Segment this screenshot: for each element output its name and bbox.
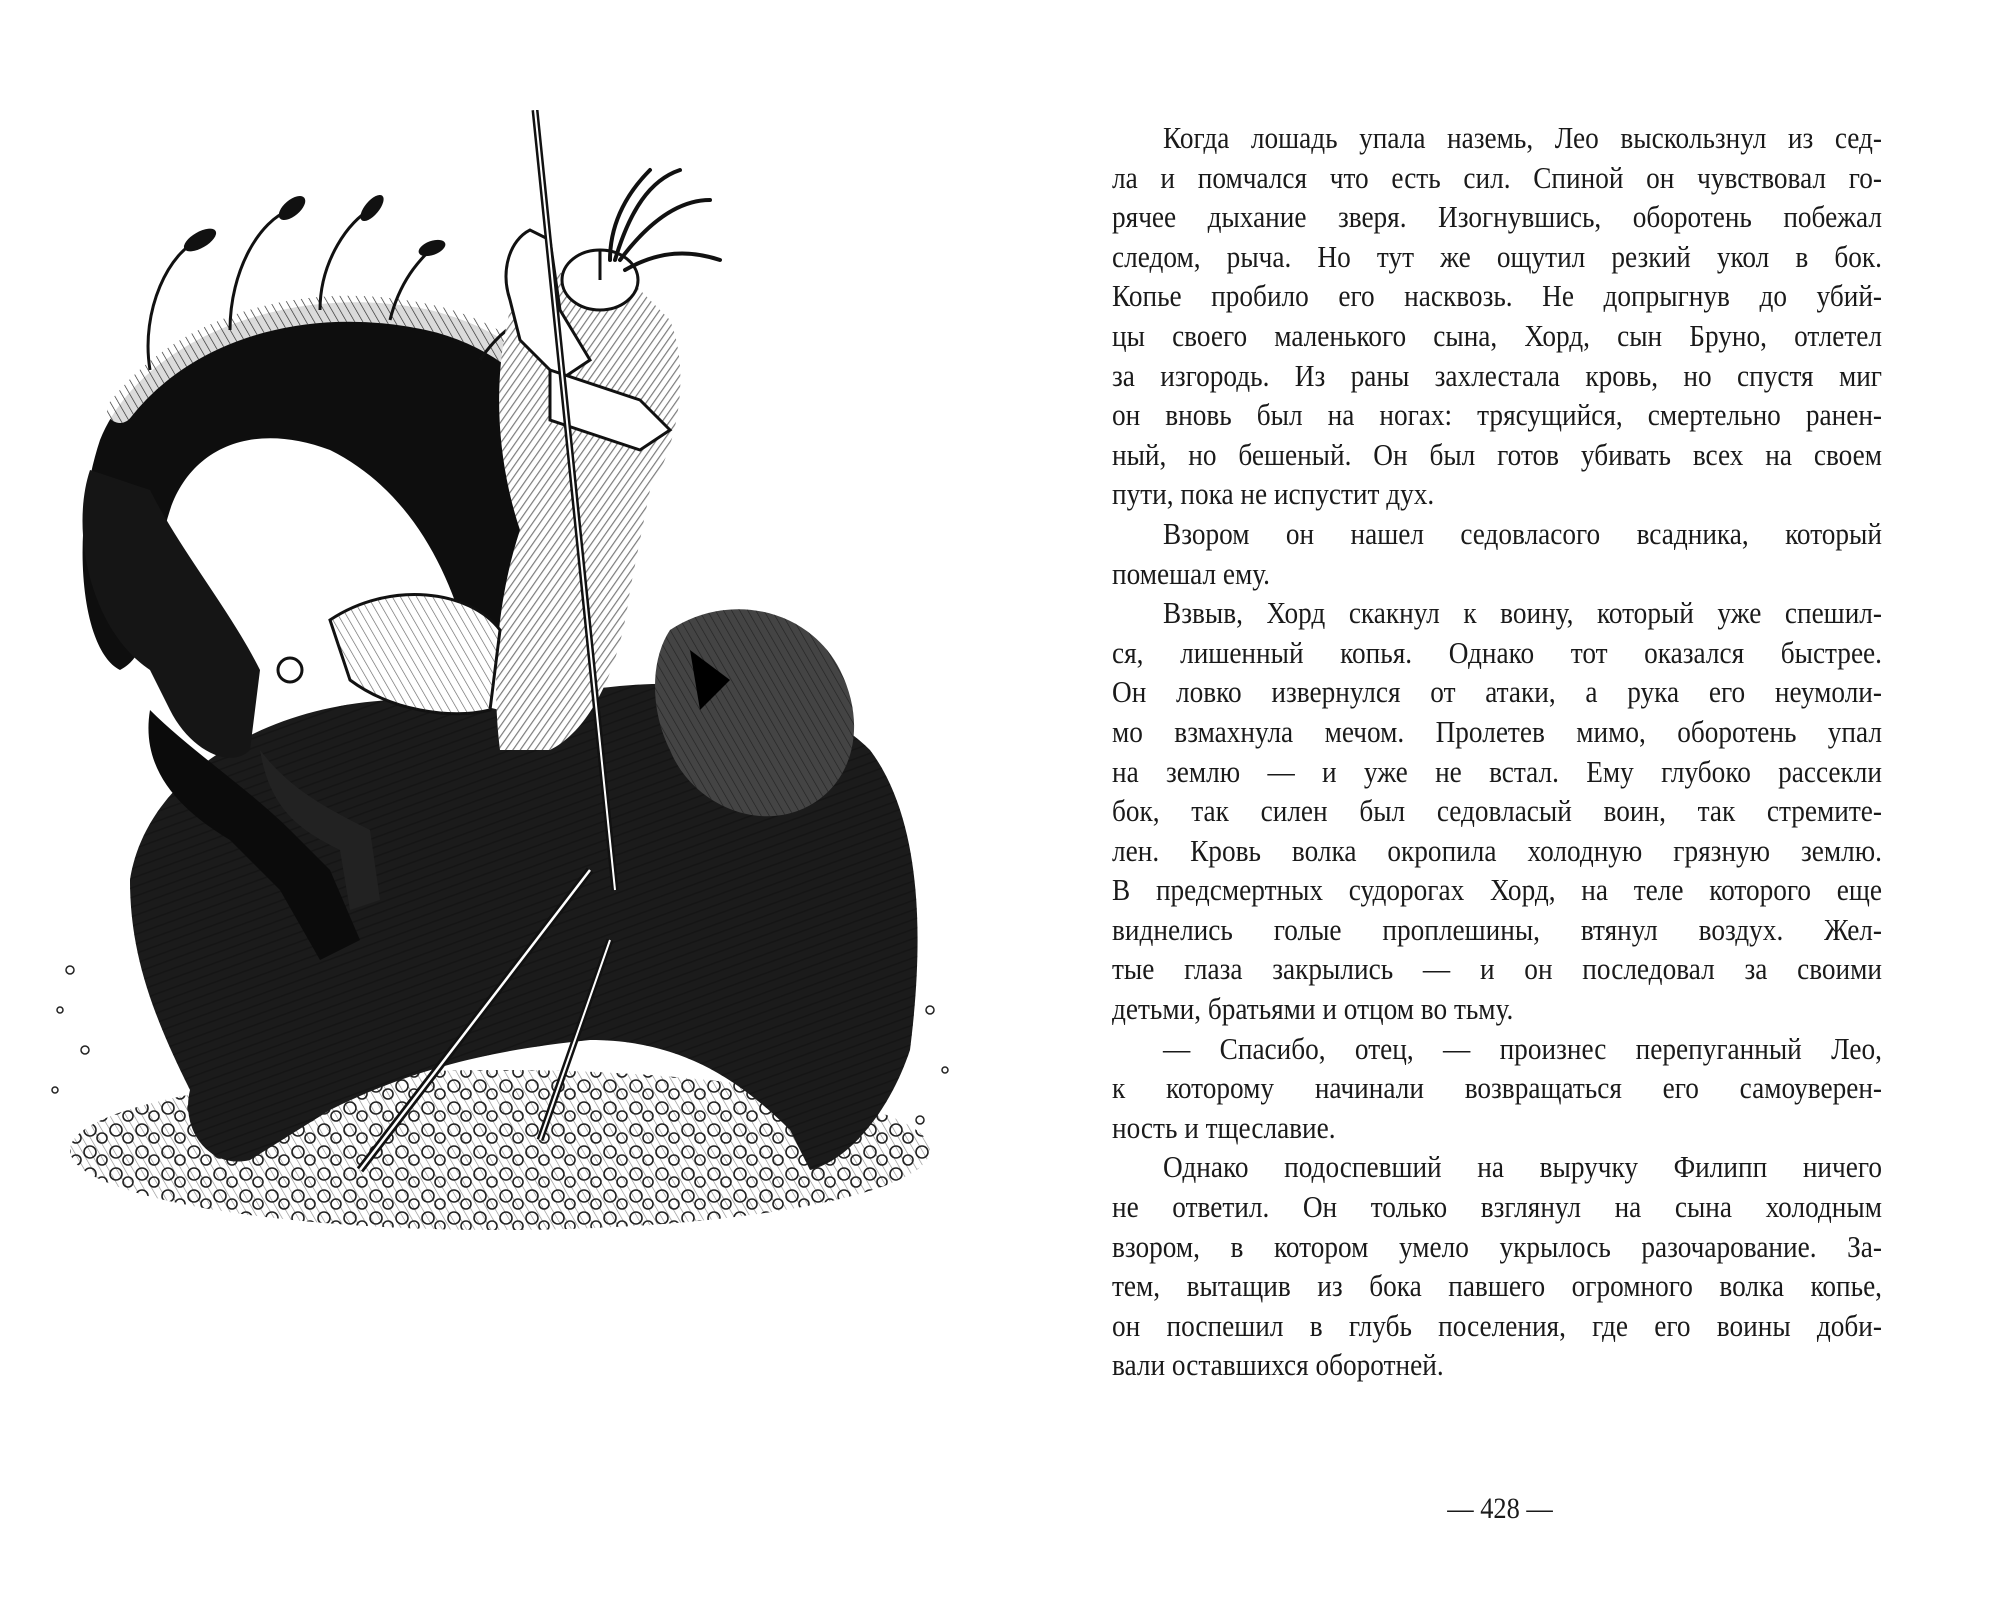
text-line: рячее дыхание зверя. Изогнувшись, оборотень побежал — [1112, 199, 1882, 235]
text-line: ность и тщеславие. — [1112, 1109, 1336, 1145]
text-line: Однако подоспевший на выручку Филипп ничего — [1163, 1149, 1882, 1185]
text-line: бок, так силен был седовласый воин, так стремите- — [1112, 793, 1882, 829]
text-line: Взвыв, Хорд скакнул к воину, который уже спешил- — [1163, 595, 1882, 631]
right-page — [1000, 0, 2000, 1600]
paragraph — [1112, 1029, 1882, 1148]
text-line: мо взмахнула мечом. Пролетев мимо, оборотень упал — [1112, 713, 1882, 749]
text-line: Копье пробило его насквозь. Не допрыгнув до убий- — [1112, 278, 1882, 314]
text-line: он вновь был на ногах: трясущийся, смертельно ранен- — [1112, 397, 1882, 433]
text-line: цы своего маленького сына, Хорд, сын Бруно, отлетел — [1112, 317, 1882, 353]
engraving-image — [30, 110, 980, 1240]
text-line: он поспешил в глубь поселения, где его воины доби- — [1112, 1307, 1882, 1343]
text-line: В предсмертных судорогах Хорд, на теле которого еще — [1112, 872, 1882, 908]
text-line: пути, пока не испустит дух. — [1112, 476, 1435, 512]
paragraph — [1112, 514, 1882, 593]
paragraph — [1112, 1147, 1882, 1385]
text-line: — Спасибо, отец, — произнес перепуганный Лео, — [1163, 1030, 1882, 1066]
text-line: ный, но бешеный. Он был готов убивать всех на своем — [1112, 436, 1882, 472]
body-text — [1112, 118, 1882, 1385]
text-line: следом, рыча. Но тут же ощутил резкий укол в бок. — [1112, 238, 1882, 274]
text-line: Он ловко извернулся от атаки, а рука его неумоли- — [1112, 674, 1882, 710]
text-line: ла и помчался что есть сил. Спиной он чувствовал го- — [1112, 159, 1882, 195]
text-line: не ответил. Он только взглянул на сына холодным — [1112, 1189, 1882, 1225]
text-line: виднелись голые проплешины, втянул воздух. Жел- — [1112, 911, 1882, 947]
text-line: за изгородь. Из раны захлестала кровь, но спустя миг — [1112, 357, 1882, 393]
paragraph — [1112, 118, 1882, 514]
text-line: ся, лишенный копья. Однако тот оказался быстрее. — [1112, 634, 1882, 670]
text-line: на землю — и уже не встал. Ему глубоко рассекли — [1112, 753, 1882, 789]
text-line: лен. Кровь волка окропила холодную грязную землю. — [1112, 832, 1882, 868]
text-line: к которому начинали возвращаться его самоуверен- — [1112, 1070, 1882, 1106]
illustration-warrior-wolf — [30, 110, 980, 1240]
text-line: вали оставшихся оборотней. — [1112, 1347, 1444, 1383]
text-line: тые глаза закрылись — и он последовал за своими — [1112, 951, 1882, 987]
paragraph — [1112, 593, 1882, 1029]
text-line: помешал ему. — [1112, 555, 1270, 591]
page-number: — 428 — — [1447, 1492, 1553, 1525]
text-line: взором, в котором умело укрылось разочарование. За- — [1112, 1228, 1882, 1264]
text-line: тем, вытащив из бока павшего огромного волка копье, — [1112, 1268, 1882, 1304]
text-line: детьми, братьями и отцом во тьму. — [1112, 991, 1514, 1027]
text-line: Взором он нашел седовласого всадника, который — [1163, 515, 1882, 551]
text-line: Когда лошадь упала наземь, Лео выскользнул из сед- — [1163, 120, 1882, 155]
